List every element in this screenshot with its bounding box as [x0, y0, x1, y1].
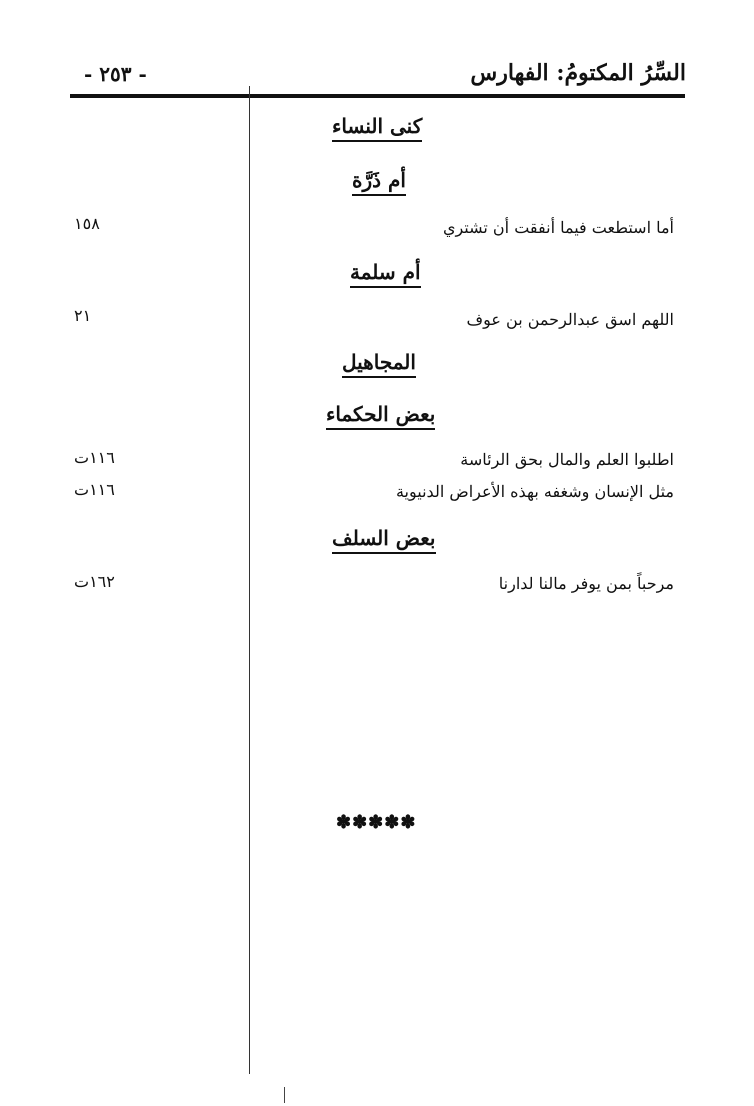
header-rule [70, 94, 685, 98]
index-entry-text: اللهم اسق عبدالرحمن بن عوف [466, 310, 674, 329]
page-number: - ٢٥٣ - [84, 62, 147, 86]
index-entry-ref: ١٥٨ [74, 214, 100, 233]
index-entry-ref: ١٦٢ت [74, 572, 115, 591]
section-heading-umm-dharra: أم ذَرَّة [352, 168, 406, 196]
bottom-tick-mark [284, 1087, 285, 1103]
index-entry-ref: ١١٦ت [74, 448, 115, 467]
index-entry-text: مرحباً بمن يوفر مالنا لدارنا [498, 574, 674, 593]
index-entry-ref: ٢١ [74, 306, 92, 325]
index-entry-text: اطلبوا العلم والمال بحق الرئاسة [460, 450, 674, 469]
section-end-ornament: ✽✽✽✽✽ [336, 812, 417, 833]
section-heading-some-salaf: بعض السلف [332, 526, 436, 554]
index-entry-ref: ١١٦ت [74, 480, 115, 499]
index-entry-text: أما استطعت فيما أنفقت أن تشتري [442, 218, 674, 237]
section-heading-unknowns: المجاهيل [342, 350, 416, 378]
index-entry-text: مثل الإنسان وشغفه بهذه الأعراض الدنيوية [395, 482, 674, 501]
section-heading-some-sages: بعض الحكماء [326, 402, 435, 430]
running-header-title: السِّرُ المكتومُ: الفهارس [470, 60, 686, 86]
section-heading-umm-salama: أم سلمة [350, 260, 421, 288]
column-divider [249, 86, 250, 1074]
section-heading-women-kunya: كنى النساء [332, 114, 422, 142]
